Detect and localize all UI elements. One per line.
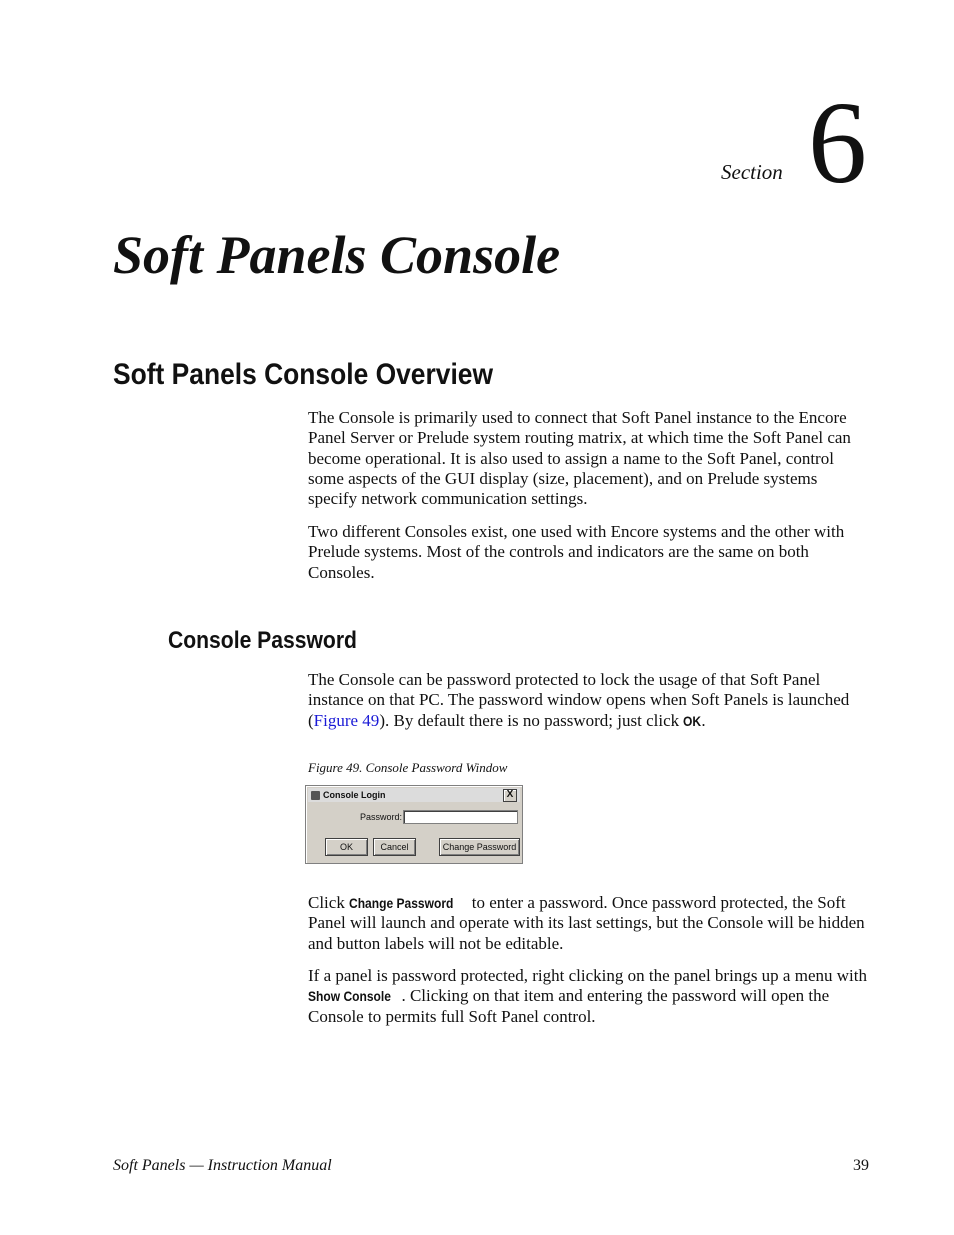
figure-caption: Figure 49. Console Password Window: [308, 760, 508, 775]
change-password-button[interactable]: Change Password: [439, 838, 520, 856]
overview-paragraph-1: The Console is primarily used to connect that Soft Panel instance to the Encore Panel Server or Prelude system routing matrix, at which time the Soft Panel can become operational. It is also used to assign a name to the Soft Panel, control some aspects of the GUI display (size, placement), and on Prelude systems specify network communication settings.: [308, 408, 851, 509]
page-number: 39: [853, 1157, 869, 1174]
text-run: ). By default there is no password; just click: [379, 710, 684, 730]
text-run: Click: [308, 893, 350, 912]
password-label: Password:: [360, 812, 403, 822]
page-title: Soft Panels Console: [113, 225, 561, 285]
console-login-dialog: [305, 785, 523, 864]
overview-heading: Soft Panels Console Overview: [113, 358, 493, 391]
text-run: If a panel is password protected, right clicking on the panel brings up a menu with: [308, 966, 867, 985]
console-password-heading: Console Password: [168, 627, 357, 654]
text-run: .: [701, 710, 706, 730]
section-number: 6: [808, 77, 867, 208]
text-run: to enter a password. Once password protected, the Soft Panel will launch and operate with its last settings, but the Console will be hidden and button labels will not be editable.: [308, 893, 865, 953]
ui-term-ok: OK: [683, 712, 702, 729]
section-label: Section: [721, 160, 783, 184]
ok-button[interactable]: OK: [325, 838, 368, 856]
text-run: The Console can be password protected to lock the usage of that Soft Panel instance on that PC. The password window opens when Soft Panels is launched (: [308, 670, 850, 730]
password-paragraph-2: [308, 893, 870, 954]
password-paragraph-3: [308, 966, 870, 1027]
text-run: . Clicking on that item and entering the password will open the Console to permits full Soft Panel control.: [308, 986, 830, 1026]
cancel-button[interactable]: Cancel: [373, 838, 416, 856]
close-icon[interactable]: X: [503, 789, 517, 802]
dialog-title: Console Login: [323, 790, 386, 800]
password-input[interactable]: [403, 810, 518, 824]
app-icon: [311, 791, 320, 800]
password-paragraph-1: [308, 670, 870, 731]
dialog-titlebar[interactable]: [308, 788, 520, 802]
ui-term-change-password: Change Password: [349, 895, 454, 911]
footer-title: Soft Panels — Instruction Manual: [113, 1157, 332, 1174]
ui-term-show-console: Show Console: [308, 988, 391, 1005]
overview-paragraph-2: Two different Consoles exist, one used with Encore systems and the other with Prelude systems. Most of the controls and indicators are the same on both Consoles.: [308, 522, 845, 582]
figure-49-link[interactable]: Figure 49: [313, 710, 380, 730]
